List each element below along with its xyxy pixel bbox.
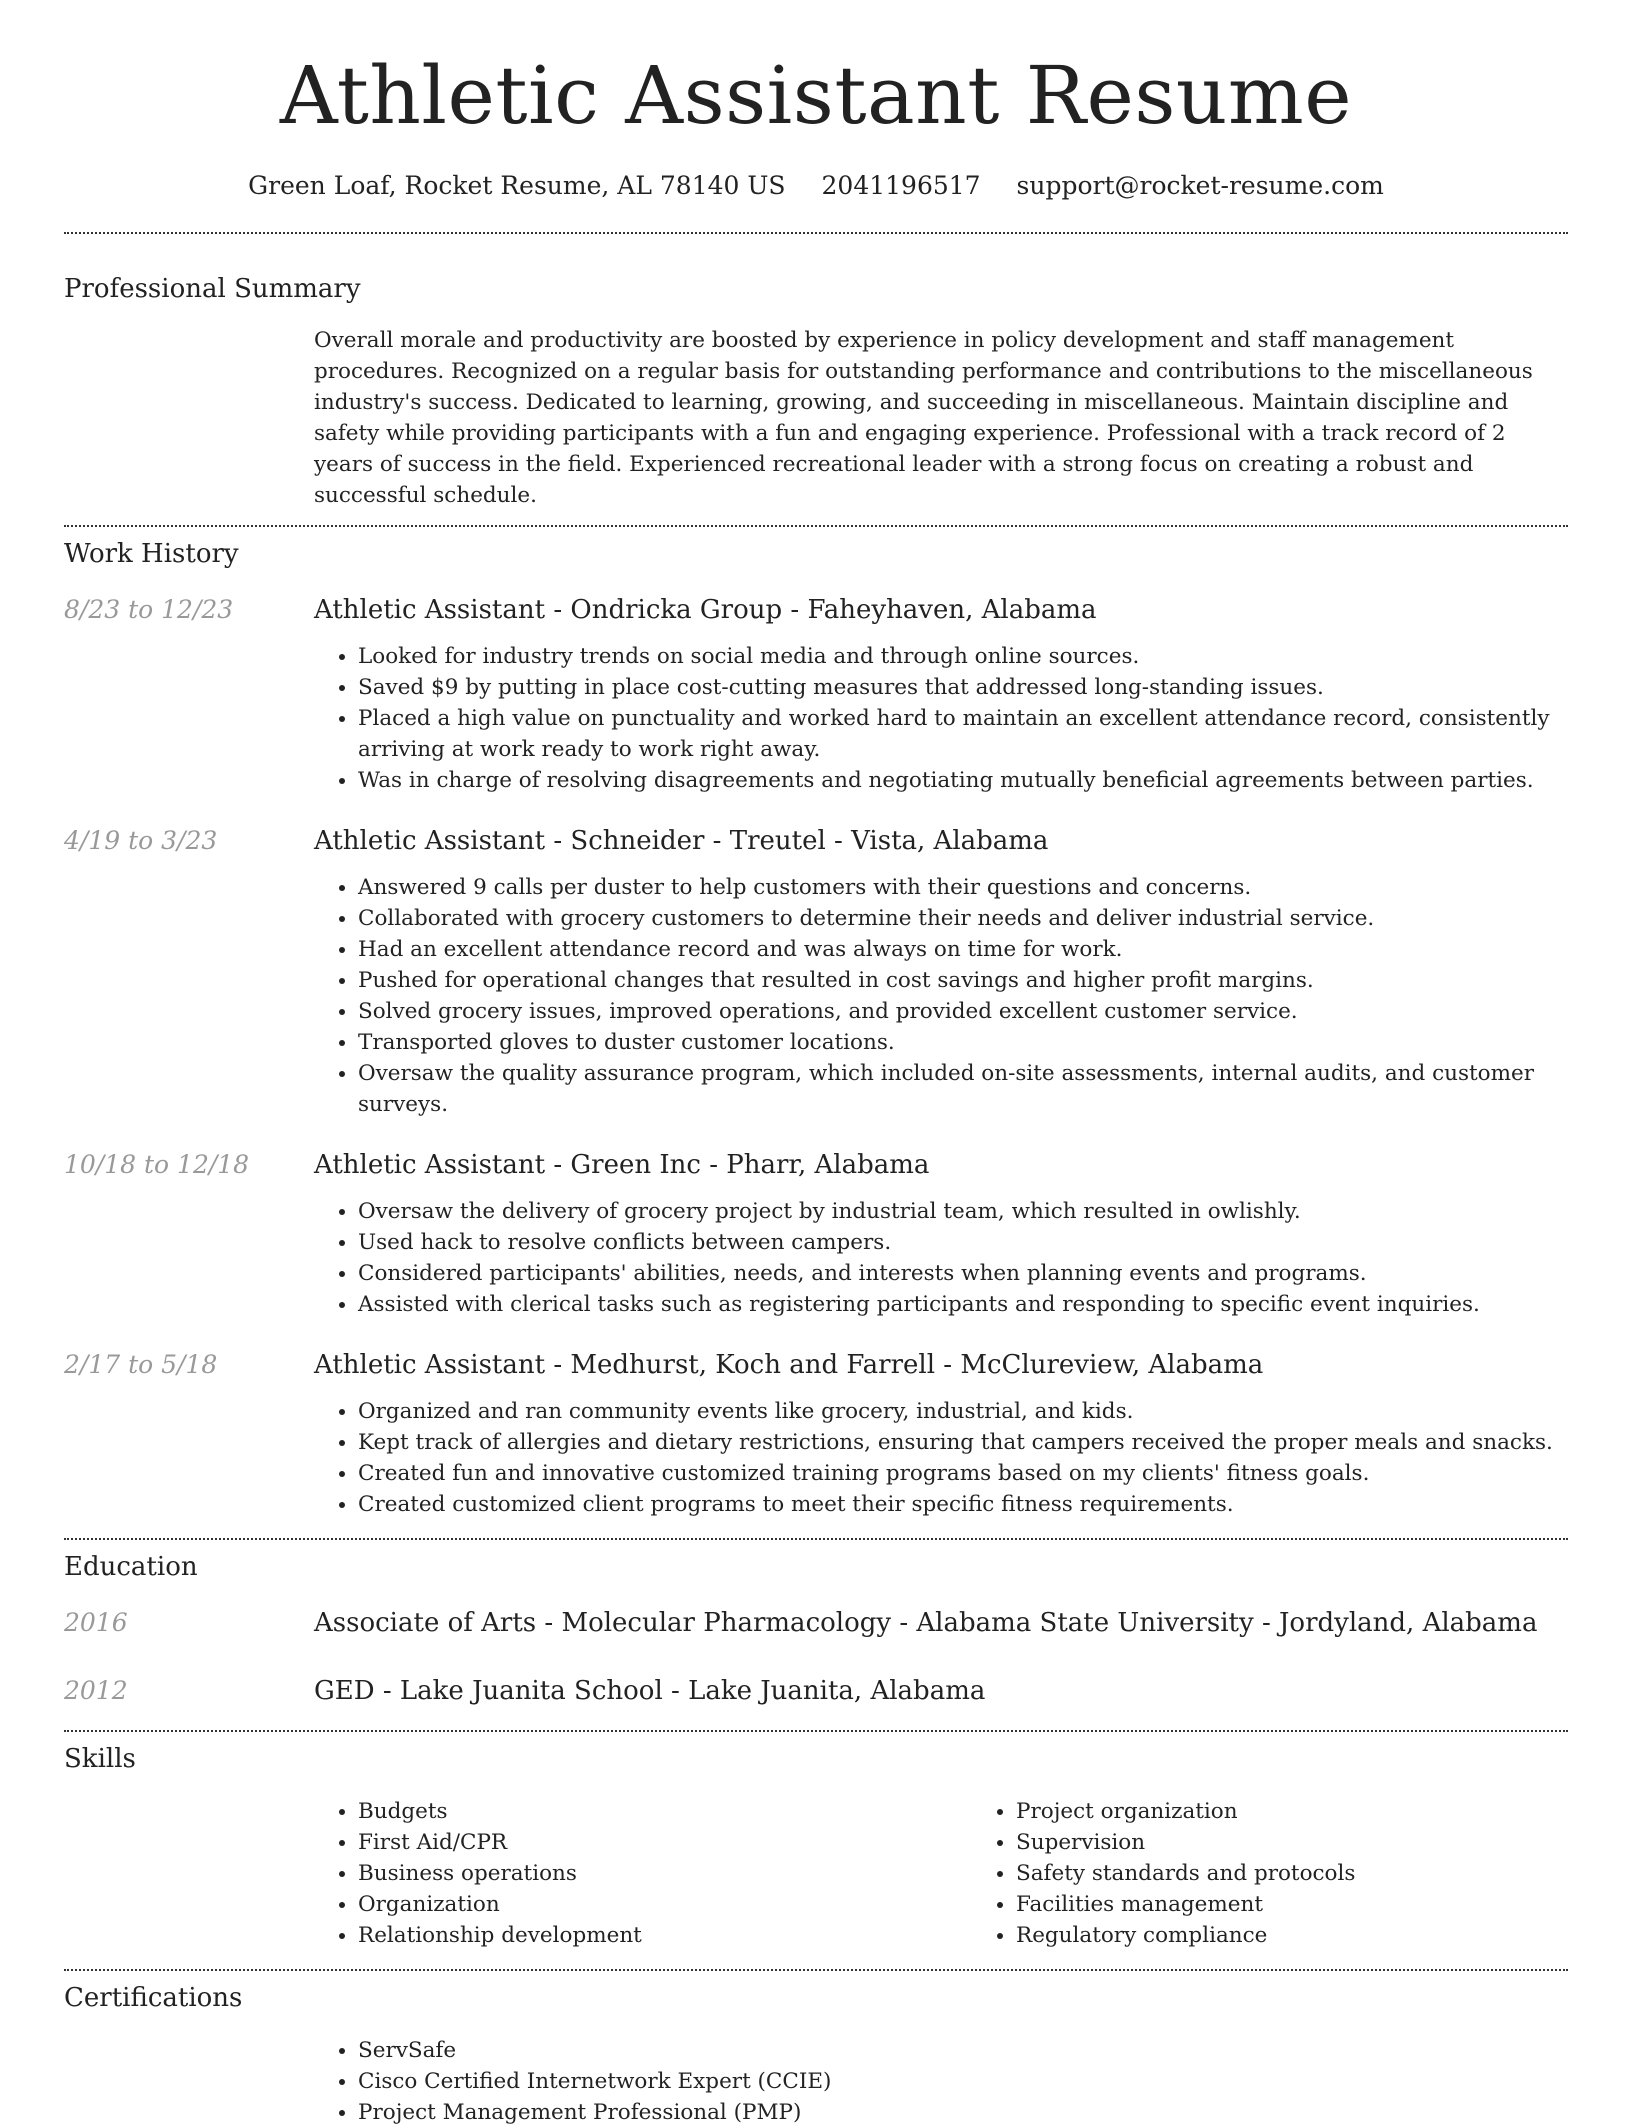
list-item: • Relationship development: [358, 1920, 972, 1951]
work-heading: Work History: [64, 539, 239, 569]
list-item: • Supervision: [1016, 1827, 1630, 1858]
list-item: • Collaborated with grocery customers to determine their needs and deliver industrial service.: [358, 903, 1568, 934]
job-dates: 8/23 to 12/23: [64, 595, 234, 624]
job-entry: [64, 593, 1568, 796]
list-item: • Oversaw the delivery of grocery project by industrial team, which resulted in owlishly.: [358, 1196, 1568, 1227]
list-item: • Organized and ran community events like grocery, industrial, and kids.: [358, 1396, 1568, 1427]
education-section: [64, 1550, 1568, 1708]
job-title: Athletic Assistant - Schneider - Treutel - Vista, Alabama: [314, 826, 1049, 856]
divider: [64, 1969, 1568, 1971]
list-item: • Created customized client programs to meet their specific fitness requirements.: [358, 1489, 1568, 1520]
job-bullets: [314, 1196, 1568, 1320]
list-item: • Business operations: [358, 1858, 972, 1889]
education-year: 2012: [64, 1676, 128, 1705]
education-year: 2016: [64, 1608, 128, 1637]
job-title: Athletic Assistant - Medhurst, Koch and Farrell - McClureview, Alabama: [314, 1350, 1264, 1380]
list-item: • Solved grocery issues, improved operations, and provided excellent customer service.: [358, 996, 1568, 1027]
job-dates: 2/17 to 5/18: [64, 1350, 218, 1379]
list-item: • Used hack to resolve conflicts between campers.: [358, 1227, 1568, 1258]
skills-list-right: [972, 1796, 1630, 1951]
contact-line: [64, 166, 1568, 206]
list-item: • Pushed for operational changes that resulted in cost savings and higher profit margins.: [358, 965, 1568, 996]
skills-section: [64, 1742, 1568, 1951]
job-bullets: [314, 1396, 1568, 1520]
job-dates: 10/18 to 12/18: [64, 1150, 250, 1179]
list-item: • Project Management Professional (PMP): [358, 2097, 1568, 2128]
job-entry: [64, 1148, 1568, 1320]
list-item: • Oversaw the quality assurance program, which included on-site assessments, internal audits, and customer surveys.: [358, 1058, 1568, 1120]
divider: [64, 1538, 1568, 1540]
list-item: • Facilities management: [1016, 1889, 1630, 1920]
list-item: • Budgets: [358, 1796, 972, 1827]
list-item: • Had an excellent attendance record and was always on time for work.: [358, 934, 1568, 965]
education-text: GED - Lake Juanita School - Lake Juanita, Alabama: [314, 1676, 986, 1706]
list-item: • First Aid/CPR: [358, 1827, 972, 1858]
job-title: Athletic Assistant - Green Inc - Pharr, Alabama: [314, 1150, 930, 1180]
education-entry: [64, 1606, 1568, 1640]
list-item: • ServSafe: [358, 2035, 1568, 2066]
work-section: [64, 537, 1568, 1520]
list-item: • Looked for industry trends on social media and through online sources.: [358, 641, 1568, 672]
summary-text: Overall morale and productivity are boosted by experience in policy development and staff management procedures. Recognized on a regular basis for outstanding performance and contributions to the miscellaneous industry's success. Dedicated to learning, growing, and succeeding in miscellaneous. Maintain discipline and safety while providing participants with a fun and engaging experience. Professional with a track record of 2 years of success in the field. Experienced recreational leader with a strong focus on creating a robust and successful schedule.: [314, 328, 1533, 508]
job-entry: [64, 1348, 1568, 1520]
list-item: • Cisco Certified Internetwork Expert (CCIE): [358, 2066, 1568, 2097]
list-item: • Created fun and innovative customized training programs based on my clients' fitness goals.: [358, 1458, 1568, 1489]
education-entry: [64, 1674, 1568, 1708]
contact-phone: 2041196517: [821, 171, 981, 200]
job-bullets: [314, 641, 1568, 796]
list-item: • Organization: [358, 1889, 972, 1920]
summary-section: [64, 272, 1568, 511]
skills-heading: Skills: [64, 1744, 136, 1774]
contact-address: Green Loaf, Rocket Resume, AL 78140 US: [248, 171, 786, 200]
contact-email: support@rocket-resume.com: [1016, 171, 1384, 200]
education-text: Associate of Arts - Molecular Pharmacology - Alabama State University - Jordyland, Alabama: [314, 1608, 1538, 1638]
summary-heading: Professional Summary: [64, 274, 361, 304]
job-bullets: [314, 872, 1568, 1120]
certifications-heading: Certifications: [64, 1983, 243, 2013]
list-item: • Assisted with clerical tasks such as registering participants and responding to specific event inquiries.: [358, 1289, 1568, 1320]
list-item: • Kept track of allergies and dietary restrictions, ensuring that campers received the proper meals and snacks.: [358, 1427, 1568, 1458]
divider: [64, 232, 1568, 234]
resume-title: Athletic Assistant Resume: [279, 49, 1353, 142]
list-item: • Saved $9 by putting in place cost-cutting measures that addressed long-standing issues.: [358, 672, 1568, 703]
divider: [64, 1730, 1568, 1732]
divider: [64, 525, 1568, 527]
list-item: • Transported gloves to duster customer locations.: [358, 1027, 1568, 1058]
list-item: • Was in charge of resolving disagreements and negotiating mutually beneficial agreements between parties.: [358, 765, 1568, 796]
job-entry: [64, 824, 1568, 1120]
list-item: • Regulatory compliance: [1016, 1920, 1630, 1951]
list-item: • Considered participants' abilities, needs, and interests when planning events and programs.: [358, 1258, 1568, 1289]
certifications-section: [64, 1981, 1568, 2128]
list-item: • Answered 9 calls per duster to help customers with their questions and concerns.: [358, 872, 1568, 903]
education-heading: Education: [64, 1552, 198, 1582]
job-dates: 4/19 to 3/23: [64, 826, 218, 855]
skills-list-left: [314, 1796, 972, 1951]
list-item: • Project organization: [1016, 1796, 1630, 1827]
job-title: Athletic Assistant - Ondricka Group - Faheyhaven, Alabama: [314, 595, 1097, 625]
list-item: • Safety standards and protocols: [1016, 1858, 1630, 1889]
list-item: • Placed a high value on punctuality and worked hard to maintain an excellent attendance record, consistently arriving at work ready to work right away.: [358, 703, 1568, 765]
certifications-list: [314, 2035, 1568, 2128]
